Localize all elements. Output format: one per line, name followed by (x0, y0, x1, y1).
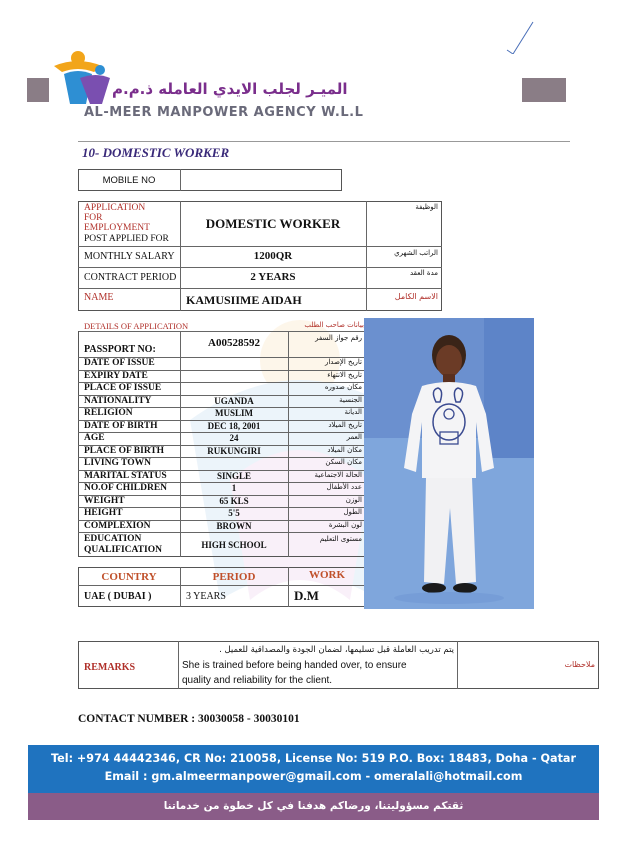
salary-label: MONTHLY SALARY (84, 251, 175, 262)
detail-arabic-label: مكان السكن (325, 458, 362, 466)
detail-label: MARITAL STATUS (84, 471, 167, 481)
detail-arabic-label: لون البشرة (328, 521, 362, 529)
salary-value: 1200QR (253, 250, 293, 262)
detail-value: SINGLE (216, 471, 251, 481)
exp-header-work: WORK (308, 569, 346, 581)
detail-value: 24 (229, 433, 239, 443)
detail-value: MUSLIM (215, 408, 253, 418)
handwritten-check-mark (505, 20, 535, 54)
name-arabic-label: الاسم الكامل (394, 292, 438, 301)
header-divider (78, 141, 570, 142)
name-label: NAME (84, 292, 114, 303)
post-arabic-label: الوظيفة (415, 203, 438, 211)
detail-arabic-label: الديانة (344, 408, 362, 416)
detail-arabic-label: الطول (343, 508, 362, 516)
contract-arabic-label: مدة العقد (410, 269, 438, 277)
passport-value: A00528592 (208, 337, 260, 349)
exp-period-value: 3 YEARS (186, 591, 226, 602)
application-label-2: FOR (84, 213, 103, 223)
detail-arabic-label: تاريخ الانتهاء (327, 371, 362, 379)
exp-header-period: PERIOD (212, 571, 256, 583)
detail-arabic-label: تاريخ الميلاد (328, 421, 362, 429)
details-heading: DETAILS OF APPLICATION (84, 321, 189, 331)
details-heading-arabic: بيانات صاحب الطلب (304, 321, 364, 329)
remarks-text-en-2: quality and reliability for the client. (182, 675, 333, 686)
remarks-label: REMARKS (84, 662, 136, 673)
contract-label: CONTRACT PERIOD (84, 272, 177, 283)
section-title: 10- DOMESTIC WORKER (82, 145, 230, 160)
header-bar-right (522, 78, 566, 102)
company-name-english: AL-MEER MANPOWER AGENCY W.L.L (84, 105, 364, 120)
detail-value: 1 (231, 483, 237, 493)
detail-label: RELIGION (84, 408, 133, 418)
remarks-text-arabic: يتم تدريب العاملة قبل تسليمها، لضمان الجودة والمصداقية للعميل . (219, 645, 454, 655)
detail-value: BROWN (216, 521, 252, 531)
detail-label: DATE OF BIRTH (84, 421, 158, 431)
detail-label: PLACE OF ISSUE (84, 383, 162, 393)
name-value: KAMUSIIME AIDAH (186, 293, 302, 307)
detail-arabic-label: الجنسية (339, 396, 362, 404)
application-label-1: APPLICATION (84, 203, 146, 213)
passport-arabic-label: رقم جواز السفر (315, 334, 362, 342)
remarks-label-arabic: ملاحظات (564, 660, 595, 669)
education-arabic-label: مستوى التعليم (319, 535, 362, 543)
detail-arabic-label: مكان صدوره (324, 383, 362, 391)
post-applied-value: DOMESTIC WORKER (205, 216, 341, 231)
detail-label: NO.OF CHILDREN (84, 483, 168, 493)
detail-label: WEIGHT (84, 496, 125, 506)
detail-label: COMPLEXION (84, 521, 151, 531)
detail-label: NATIONALITY (84, 396, 152, 406)
detail-arabic-label: عدد الأطفال (326, 483, 362, 491)
footer-tel-line: Tel: +974 44442346, CR No: 210058, License No: 519 P.O. Box: 18483, Doha - Qatar (51, 752, 576, 765)
detail-arabic-label: الوزن (345, 496, 362, 504)
detail-value: DEC 18, 2001 (207, 421, 261, 431)
footer-slogan: ثقتكم مسؤوليتنا، ورضاكم هدفنا في كل خطوة من خدماتنا (163, 800, 464, 812)
detail-label: DATE OF ISSUE (84, 358, 155, 368)
post-applied-label: POST APPLIED FOR (84, 234, 169, 244)
detail-arabic-label: تاريخ الإصدار (324, 358, 362, 366)
detail-label: AGE (84, 433, 105, 443)
detail-arabic-label: الحالة الاجتماعية (314, 471, 362, 479)
exp-country-value: UAE ( DUBAI ) (84, 591, 152, 602)
detail-label: LIVING TOWN (84, 458, 151, 468)
application-label-3: EMPLOYMENT (84, 223, 150, 233)
education-value: HIGH SCHOOL (201, 540, 267, 550)
detail-label: PLACE OF BIRTH (84, 446, 165, 456)
exp-work-value: D.M (294, 588, 319, 603)
detail-value: UGANDA (214, 396, 254, 406)
mobile-label: MOBILE NO (102, 175, 156, 186)
detail-arabic-label: مكان الميلاد (327, 446, 362, 454)
company-name-arabic: الميـر لجلب الايدي العامله ذ.م.م (112, 80, 348, 98)
company-logo-icon (50, 48, 120, 106)
footer-email-line: Email : gm.almeermanpower@gmail.com - omeralali@hotmail.com (104, 770, 523, 783)
remarks-text-en-1: She is trained before being handed over, to ensure (182, 660, 407, 671)
applicant-photo (364, 318, 534, 609)
detail-value: 5'5 (228, 508, 240, 518)
detail-value: RUKUNGIRI (207, 446, 261, 456)
detail-arabic-label: العمر (346, 433, 362, 441)
passport-label: PASSPORT NO: (84, 344, 156, 355)
exp-header-country: COUNTRY (101, 571, 157, 583)
detail-label: EXPIRY DATE (84, 371, 148, 381)
salary-arabic-label: الراتب الشهري (394, 249, 438, 257)
contact-number: CONTACT NUMBER : 30030058 - 30030101 (78, 713, 300, 725)
education-label-1: EDUCATION (84, 534, 142, 544)
header-bar-left (27, 78, 49, 102)
contract-value: 2 YEARS (250, 271, 296, 283)
education-label-2: QUALIFICATION (84, 545, 162, 555)
detail-value: 65 KLS (219, 496, 249, 506)
detail-label: HEIGHT (84, 508, 123, 518)
